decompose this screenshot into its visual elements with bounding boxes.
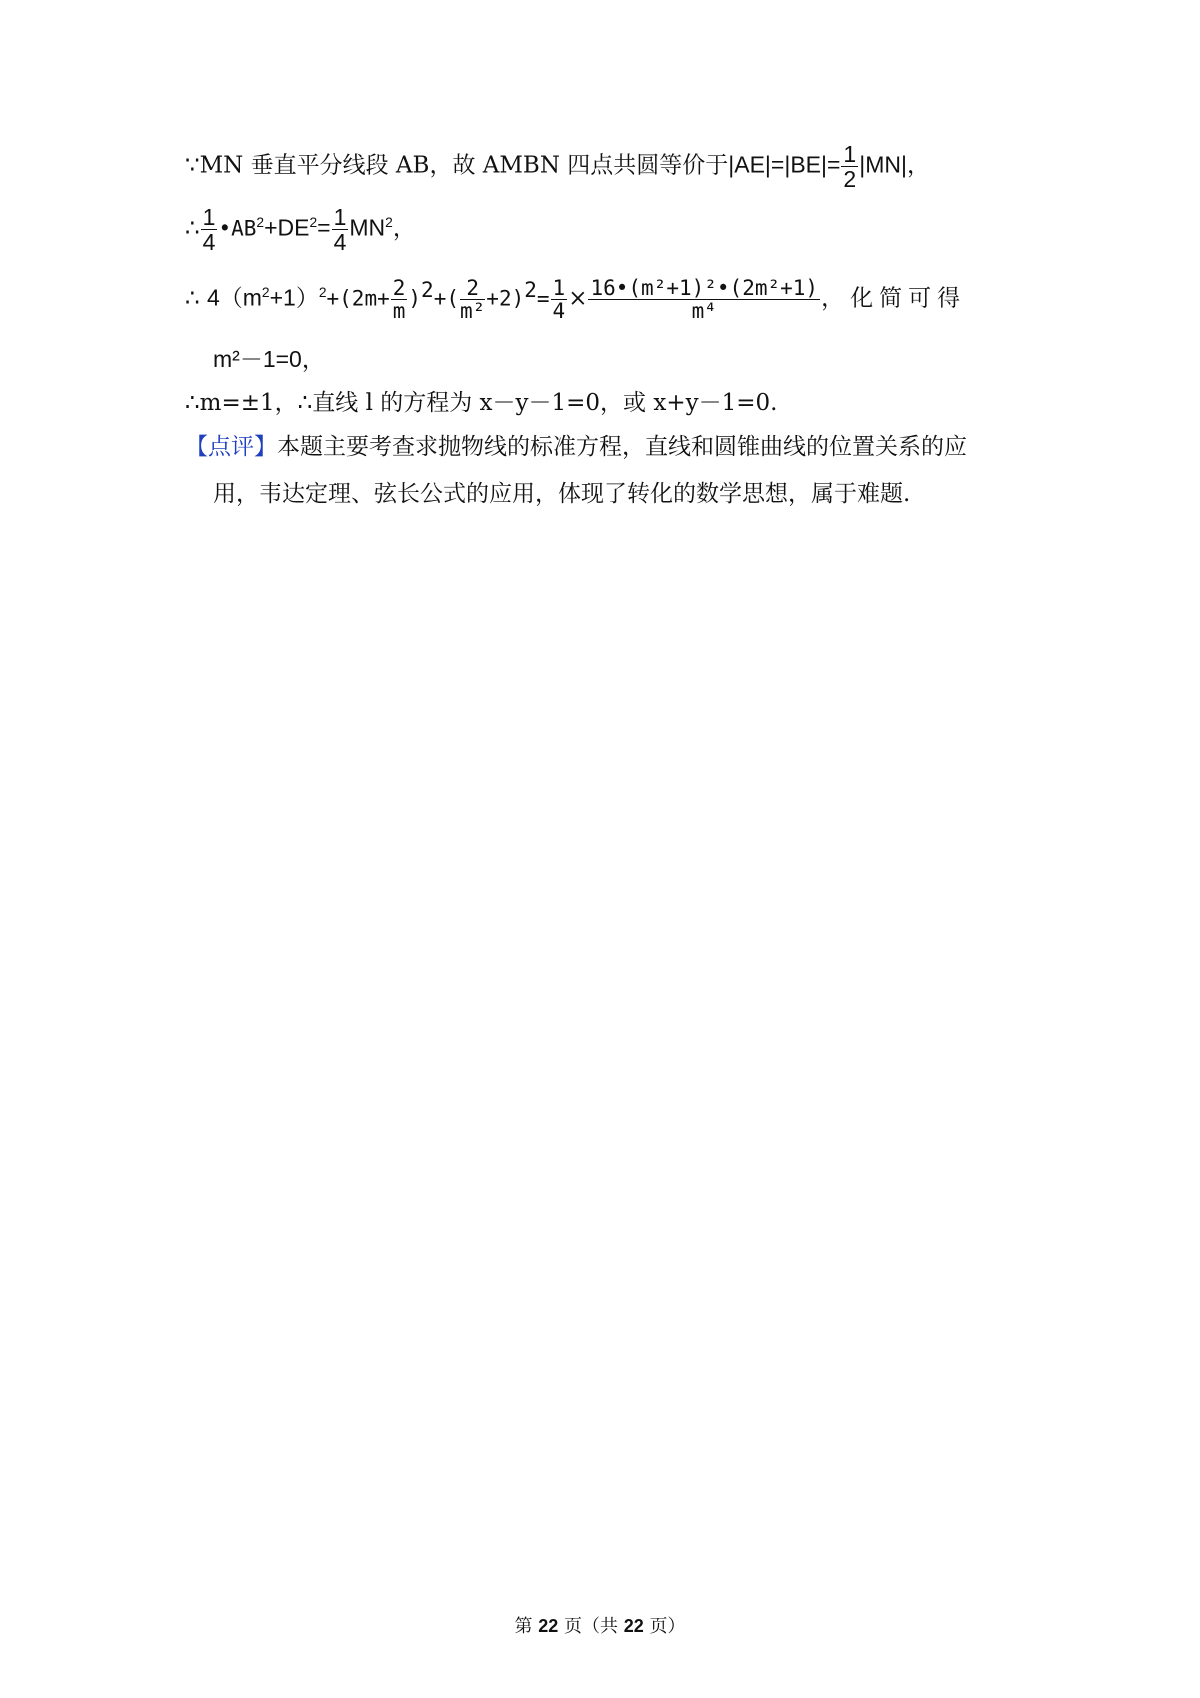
solution-line-1 bbox=[185, 142, 930, 191]
review-text-2: 用，韦达定理、弦长公式的应用，体现了转化的数学思想，属于难题. bbox=[213, 481, 911, 507]
equals: = bbox=[770, 151, 785, 178]
mn-term: MN bbox=[349, 214, 386, 241]
abs-be: |BE| bbox=[784, 151, 827, 178]
simplify-text: ，化简可得 bbox=[821, 285, 967, 312]
line4-text: m²－1=0， bbox=[213, 346, 325, 372]
review-text-1: 本题主要考查求抛物线的标准方程，直线和圆锥曲线的位置关系的应 bbox=[277, 434, 967, 460]
solution-line-2 bbox=[185, 205, 416, 254]
mid-term: +1） bbox=[269, 284, 319, 311]
lead-term: 4（m bbox=[206, 284, 262, 311]
abs-mn: |MN| bbox=[859, 151, 907, 178]
fraction-one-half: $\frac{1}{2}$ bbox=[843, 141, 857, 193]
exponent: 2 bbox=[421, 277, 434, 302]
fraction-one-quarter: $\frac{1}{4}$ bbox=[552, 276, 566, 324]
line1-prefix: ∵MN 垂直平分线段 AB，故 AMBN 四点共圆等价于 bbox=[185, 152, 729, 179]
footer-pre: 第 bbox=[514, 1616, 539, 1637]
therefore-symbol: ∴ bbox=[185, 285, 200, 312]
comma: ， bbox=[392, 215, 416, 242]
line5-text: ∴m=±1，∴直线 l 的方程为 x－y－1=0，或 x+y－1=0. bbox=[185, 390, 778, 416]
times-symbol: × bbox=[568, 285, 588, 312]
plus-de: +DE bbox=[264, 214, 310, 241]
page-number: 22 bbox=[538, 1616, 559, 1636]
footer-mid: 页（共 bbox=[558, 1616, 624, 1637]
fraction-one-quarter: $\frac{1}{4}$ bbox=[333, 204, 347, 256]
fraction-one-quarter: $\frac{1}{4}$ bbox=[202, 204, 216, 256]
exponent: 2 bbox=[318, 284, 327, 300]
exponent: 2 bbox=[256, 214, 265, 230]
solution-line-5 bbox=[185, 392, 777, 415]
close-paren: ) bbox=[408, 286, 422, 311]
close-paren: +2) bbox=[486, 286, 525, 311]
abs-ae: |AE| bbox=[728, 151, 771, 178]
equals: = bbox=[536, 286, 550, 311]
review-paragraph-line-1 bbox=[185, 436, 967, 459]
therefore-symbol: ∴ bbox=[185, 215, 200, 242]
review-label: 【点评】 bbox=[185, 434, 277, 460]
open-paren: +( bbox=[433, 286, 459, 311]
exponent: 2 bbox=[309, 214, 318, 230]
solution-line-3 bbox=[185, 277, 966, 322]
equals: = bbox=[317, 214, 331, 241]
review-paragraph-line-2 bbox=[213, 483, 910, 506]
line1-suffix: ， bbox=[906, 152, 930, 179]
footer-post: 页） bbox=[643, 1616, 686, 1637]
dot-ab: •AB bbox=[218, 216, 257, 241]
fraction-2-over-m: $\frac{2}{m}$ bbox=[392, 276, 406, 324]
solution-line-4 bbox=[213, 348, 325, 371]
page-footer bbox=[0, 1612, 1200, 1638]
fraction-2-over-m2: $\frac{2}{\text{m²}}$ bbox=[460, 276, 486, 324]
exponent: 2 bbox=[261, 284, 270, 300]
paren-2m-term: +(2m+ bbox=[326, 286, 390, 311]
page-total: 22 bbox=[623, 1616, 644, 1636]
exponent: 2 bbox=[385, 214, 393, 230]
equals: = bbox=[826, 151, 841, 178]
fraction-big: $\frac{\text{16•(m²+1)²•(2m²+1)}}{\text{m⁴}}$ bbox=[590, 276, 819, 324]
exponent: 2 bbox=[524, 277, 537, 302]
